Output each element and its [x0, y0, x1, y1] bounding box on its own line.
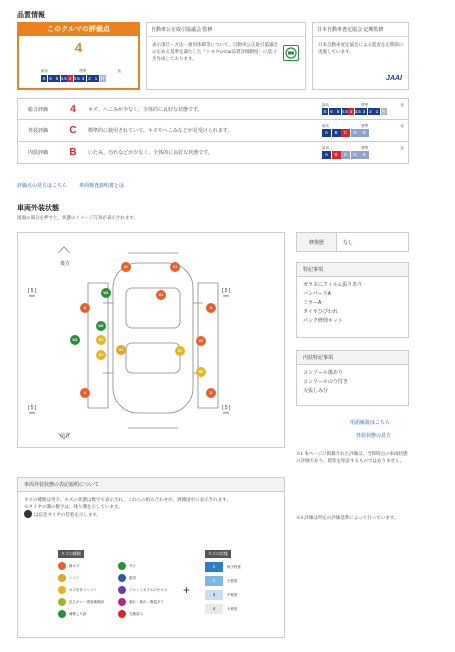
scale-cell: 6	[330, 109, 333, 114]
abc-cell: E	[360, 151, 369, 159]
ext-view-link-text[interactable]: 外装状態の見方	[356, 433, 392, 439]
special-note-item: タイヤひびわれ	[303, 309, 338, 315]
section-title: 品質情報	[17, 12, 45, 19]
exterior-title: 車両外装状態	[17, 205, 59, 212]
aftpa-box	[146, 22, 306, 90]
interior-note-item: コンソールのり付き	[303, 379, 348, 385]
kind-label: 割れ・破れ・亀裂あり	[129, 599, 164, 604]
interior-abc-scale	[322, 151, 404, 159]
abc-cell-active: B	[332, 151, 341, 159]
scale-top-right: 低	[117, 69, 121, 73]
scale-top-mid: 標準	[361, 146, 369, 150]
repair-history-label: 修復歴	[297, 233, 337, 251]
scale-top-right: 低	[400, 146, 404, 150]
repair-history-value: なし	[343, 239, 354, 246]
kind-label: 補修した跡	[69, 611, 87, 616]
scale-cell: S	[42, 76, 46, 81]
damage-marker-w1[interactable]: W1	[101, 288, 111, 298]
state-1-box: 1	[205, 562, 223, 572]
eval-view-link[interactable]: 評価点の見方はこちら	[17, 183, 68, 189]
damage-marker-b1[interactable]: B1	[96, 335, 106, 345]
kind-g-dot	[118, 586, 126, 594]
scale-cell: 6	[49, 76, 52, 81]
kind-w	[58, 610, 87, 618]
scale-top-right: 低	[400, 124, 404, 128]
tread-value: 5	[30, 288, 34, 294]
jaai-title: 日本自動車査定協会 定期監修	[317, 27, 384, 33]
scale-cell: 3	[362, 109, 366, 114]
scale-top-left: 最高	[322, 103, 329, 107]
interior-note-item: コンソール傷あり	[303, 370, 343, 376]
abc-cell: C	[341, 151, 350, 159]
kind-c	[118, 574, 136, 582]
kind-xx-dot	[118, 610, 126, 618]
special-note-item: ガラスにフィルム張りあり	[303, 282, 363, 288]
interior-note-item: 天張しみ分	[303, 388, 329, 394]
state-list	[205, 562, 275, 622]
scale-cell: 2	[88, 76, 91, 81]
special-notes-title: 特記事項	[297, 263, 408, 277]
grade-value: 4	[70, 103, 76, 115]
damage-marker-a[interactable]: A	[80, 388, 90, 398]
state-4-box: 4	[205, 604, 223, 614]
scale-top-mid: 標準	[361, 103, 369, 107]
kind-s	[118, 562, 136, 570]
kind-u-dot	[58, 574, 66, 582]
total-scale	[322, 108, 404, 115]
aftpa-logo-icon	[283, 45, 299, 61]
grades-table	[17, 98, 409, 164]
special-note-item: ミラーA	[303, 300, 322, 306]
tread-value: 5	[224, 288, 228, 294]
kind-p-dot	[58, 598, 66, 606]
kind-label: 色ちがい・塗装補修跡	[69, 599, 104, 604]
tread-rear-right: [ 5 ] mm	[222, 288, 231, 298]
state-2-label: 小程度	[227, 579, 238, 583]
kind-s-dot	[118, 562, 126, 570]
damage-marker-a[interactable]: A	[80, 303, 90, 313]
damage-marker-u1[interactable]: U1	[116, 345, 126, 355]
eval-score-header: このクルマの評価点	[19, 24, 138, 36]
front-label: 前方	[60, 433, 71, 439]
scale-cell: 3	[81, 76, 85, 81]
grade-row-interior	[17, 142, 409, 164]
special-note-item: バンパー下A	[303, 291, 331, 297]
scale-cell: 4.5	[341, 109, 348, 114]
state-1-label: 極小程度	[227, 565, 241, 569]
notation-text-3: は応急タイヤの装着を示します。	[34, 511, 102, 517]
scale-cell: R	[100, 76, 105, 81]
damage-marker-b1[interactable]: B1	[96, 350, 106, 360]
scale-top-right: 低	[400, 103, 404, 107]
grade-value: B	[69, 147, 77, 158]
eval-score-box	[17, 22, 140, 90]
scale-top-mid: 標準	[79, 69, 87, 73]
eval-scale	[41, 75, 121, 82]
grade-desc: 標準的に使用されていて、キズやへこみなどが見受けられます。	[88, 128, 233, 134]
state-header: キズの状態	[205, 550, 231, 558]
rear-label: 後方	[60, 261, 71, 267]
tread-value: 5	[30, 405, 34, 411]
scale-cell-active: 4	[349, 109, 353, 114]
scale-cell: S	[323, 109, 327, 114]
exterior-subtitle: 図面の部分を押すと、状態のイメージ写真が表示されます。	[17, 215, 139, 220]
special-note-item: パンク修理キット	[303, 318, 343, 324]
exterior-abc-scale	[322, 129, 404, 137]
kind-u	[58, 574, 80, 582]
grade-row-total	[17, 98, 409, 120]
car-diagram[interactable]	[17, 232, 285, 448]
spare-tire-icon	[24, 510, 32, 518]
damage-marker-w1[interactable]: W1	[70, 335, 80, 345]
car-outline	[18, 233, 284, 447]
scale-cell: R	[381, 109, 386, 114]
kind-b	[58, 586, 97, 594]
abc-cell: B	[332, 129, 341, 137]
tread-unit: mm	[29, 294, 36, 298]
scale-cell: 2	[369, 109, 372, 114]
scale-cell: 1	[375, 109, 379, 114]
state-3-label: 中程度	[227, 593, 238, 597]
tread-front-right: [ 5 ] mm	[222, 405, 231, 415]
glossary-link[interactable]	[350, 419, 390, 426]
tread-unit: mm	[223, 411, 230, 415]
jaai-box	[312, 22, 409, 90]
scale-top-left: 最高	[41, 69, 48, 73]
plus-sign: +	[183, 583, 191, 597]
grade-desc: キズ、へこみが少なく、全体的に良好な状態です。	[88, 106, 203, 113]
grade-label: 総合評価	[27, 106, 48, 113]
tread-unit: mm	[223, 294, 230, 298]
damage-marker-a1[interactable]: A1	[196, 336, 206, 346]
kind-label: キズを伴うヘコミ	[69, 587, 97, 592]
interior-notes-panel	[296, 350, 409, 406]
jaai-text: 日本自動車査定協会による監査を定期的に実施しています。	[318, 42, 404, 54]
kind-label: 線キズ	[69, 563, 80, 568]
tread-rear-left: [ 5 ] mm	[28, 288, 37, 298]
grade-value: C	[69, 125, 77, 136]
footnote-1: ※1 本ページに掲載された評価は、当時時点の車両状態の評価であり、現状を保証するものではありません。	[296, 451, 408, 463]
scale-top-left: 最高	[322, 146, 329, 150]
damage-marker-w2[interactable]: W2	[96, 321, 106, 331]
kind-header: キズの種類	[58, 550, 84, 558]
kind-b-dot	[58, 586, 66, 594]
scale-cell: 3.5	[73, 76, 80, 81]
tread-value: 5	[224, 405, 228, 411]
damage-marker-a1[interactable]: A1	[156, 290, 166, 300]
abc-cell: D	[351, 151, 360, 159]
scale-top-mid: 標準	[361, 124, 369, 128]
aftpa-title: 自動車公正取引協議会 監修	[151, 27, 213, 33]
notation-text-2: ※タイヤの溝の数字は、残り溝を示しています。	[24, 504, 123, 509]
grade-desc: いたみ、汚れなどが少なく、全体的に良好な状態です。	[88, 150, 213, 156]
abc-cell-active: C	[341, 129, 350, 137]
abc-cell: A	[322, 151, 331, 159]
notation-box	[17, 477, 285, 638]
kind-label: 腐食	[129, 575, 136, 580]
kind-label: ヘコミ	[69, 575, 80, 580]
kind-label: フロントガラスの小キズ	[129, 587, 168, 592]
grade-label: 外装評価	[27, 128, 48, 134]
abc-cell: E	[360, 129, 369, 137]
scale-top-left: 最高	[322, 124, 329, 128]
grade-label: 内装評価	[27, 150, 48, 156]
kind-p	[58, 598, 104, 606]
scale-cell-active: 4	[68, 76, 72, 81]
state-4-label: 大程度	[227, 607, 238, 611]
scale-cell: 4.5	[60, 76, 67, 81]
damage-marker-b3[interactable]: B3	[196, 367, 206, 377]
tread-unit: mm	[29, 411, 36, 415]
grade-row-exterior	[17, 120, 409, 142]
eval-scale-labels	[41, 69, 121, 74]
eval-score-value: 4	[74, 40, 83, 55]
glossary-link-text[interactable]: 用語解説はこちら	[350, 420, 391, 426]
kind-x	[118, 598, 164, 606]
damage-marker-a1[interactable]: A1	[121, 262, 131, 272]
kind-c-dot	[118, 574, 126, 582]
state-2-box: 2	[205, 576, 223, 586]
special-notes-panel	[296, 262, 409, 338]
scale-cell: 1	[94, 76, 98, 81]
kind-a	[58, 562, 79, 570]
damage-marker-b1[interactable]: B1	[175, 346, 185, 356]
footnote-2: ※2 評価は所定の評価基準によって行っています。	[296, 515, 399, 520]
scale-cell: 3.5	[354, 109, 361, 114]
jaai-logo: JAAI	[386, 75, 402, 82]
kind-w-dot	[58, 610, 66, 618]
kind-label: 交換済み	[129, 611, 143, 616]
kind-label: サビ	[129, 563, 136, 568]
scale-cell: 5	[55, 76, 59, 81]
scale-cell: 5	[336, 109, 340, 114]
kind-xx	[118, 610, 143, 618]
damage-marker-a[interactable]: A	[206, 303, 216, 313]
kind-a-dot	[58, 562, 66, 570]
ext-view-link[interactable]	[356, 432, 391, 439]
notation-text-1: キズの種類は英字、キズの状態は数字で表示され、これらの組み合わせが、展開図中に表示されます。	[24, 497, 231, 502]
interior-notes-title: 内装特記事項	[297, 351, 408, 365]
tread-front-left: [ 5 ] mm	[28, 405, 37, 415]
abc-cell: D	[351, 129, 360, 137]
damage-marker-a[interactable]: A	[206, 388, 216, 398]
repair-history-panel	[296, 232, 409, 252]
kind-x-dot	[118, 598, 126, 606]
aftpa-text: 表示項目・方法・運用体制等について、自動車公正取引協議会の定める基準を満たした「トヨタU-Car品質評価制度」に基づき作成しております。	[152, 42, 278, 61]
notation-title: 車両外装状態の表記説明について	[18, 478, 284, 492]
kind-g	[118, 586, 167, 594]
inspect-desc-link[interactable]: 車両検査説明書とは	[79, 183, 125, 189]
state-3-box: 3	[205, 590, 223, 600]
abc-cell: A	[322, 129, 331, 137]
damage-marker-a1[interactable]: A1	[170, 262, 180, 272]
